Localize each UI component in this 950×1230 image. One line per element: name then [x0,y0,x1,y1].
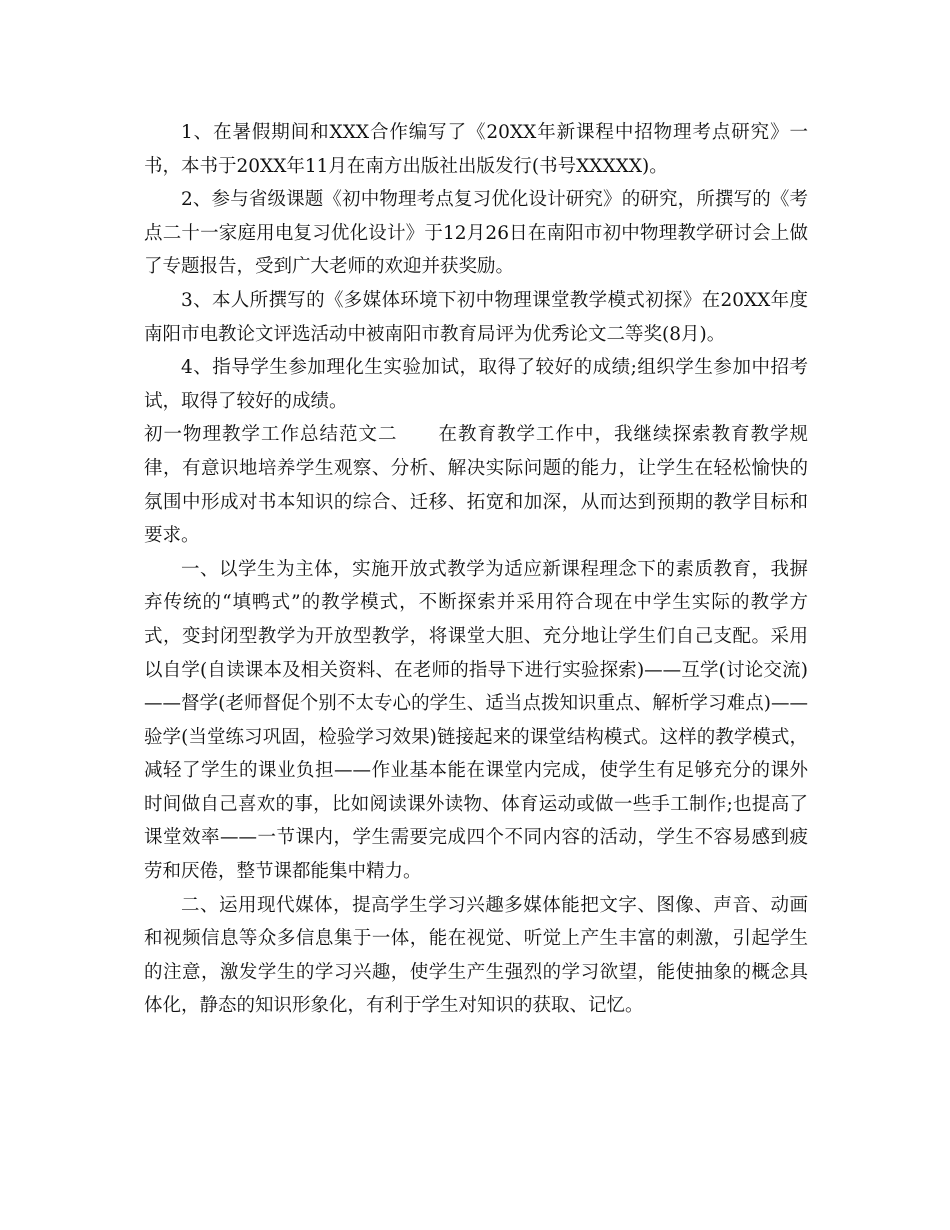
paragraph-item-3: 3、本人所撰写的《多媒体环境下初中物理课堂教学模式初探》在20XX年度南阳市电教论文评选活动中被南阳市教育局评为优秀论文二等奖(8月)。 [144,289,808,345]
paragraph-item-2: 2、参与省级课题《初中物理考点复习优化设计研究》的研究，所撰写的《考点二十一家庭用电复习优化设计》于12月26日在南阳市初中物理教学研讨会上做了专题报告，受到广大老师的欢迎并获奖励。 [144,189,808,278]
point-item-1: 一、以学生为主体，实施开放式教学为适应新课程理念下的素质教育，我摒弃传统的“填鸭式”的教学模式，不断探索并采用符合现在中学生实际的教学方式，变封闭型教学为开放型教学，将课堂大胆、充分地让学生们自己支配。采用以自学(自读课本及相关资料、在老师的指导下进行实验探索)——互学(讨论交流)——督学(老师督促个别不太专心的学生、适当点拨知识重点、解析学习难点)——验学(当堂练习巩固，检验学习效果)链接起来的课堂结构模式。这样的教学模式，减轻了学生的课业负担——作业基本能在课堂内完成，使学生有足够充分的课外时间做自己喜欢的事，比如阅读课外读物、体育运动或做一些手工制作;也提高了课堂效率——一节课内，学生需要完成四个不同内容的活动，学生不容易感到疲劳和厌倦，整节课都能集中精力。 [144,558,808,883]
point-item-2: 二、运用现代媒体，提高学生学习兴趣多媒体能把文字、图像、声音、动画和视频信息等众多信息集于一体，能在视觉、听觉上产生丰富的刺激，引起学生的注意，激发学生的学习兴趣，使学生产生强烈的学习欲望，能使抽象的概念具体化，静态的知识形象化，有利于学生对知识的获取、记忆。 [144,894,808,1017]
paragraph-item-1: 1、在暑假期间和XXX合作编写了《20XX年新课程中招物理考点研究》一书，本书于20XX年11月在南方出版社出版发行(书号XXXXX)。 [144,122,808,177]
paragraph-item-4: 4、指导学生参加理化生实验加试，取得了较好的成绩;组织学生参加中招考试，取得了较好的成绩。 [144,357,808,412]
section-intro: 在教育教学工作中，我继续探索教育教学规律，有意识地培养学生观察、分析、解决实际问题的能力，让学生在轻松愉快的氛围中形成对书本知识的综合、迁移、拓宽和加深，从而达到预期的教学目标和要求。 [144,424,808,547]
document-body [144,116,808,1023]
section-heading: 初一物理教学工作总结范文二 [144,424,398,446]
section-paragraph [144,418,808,552]
